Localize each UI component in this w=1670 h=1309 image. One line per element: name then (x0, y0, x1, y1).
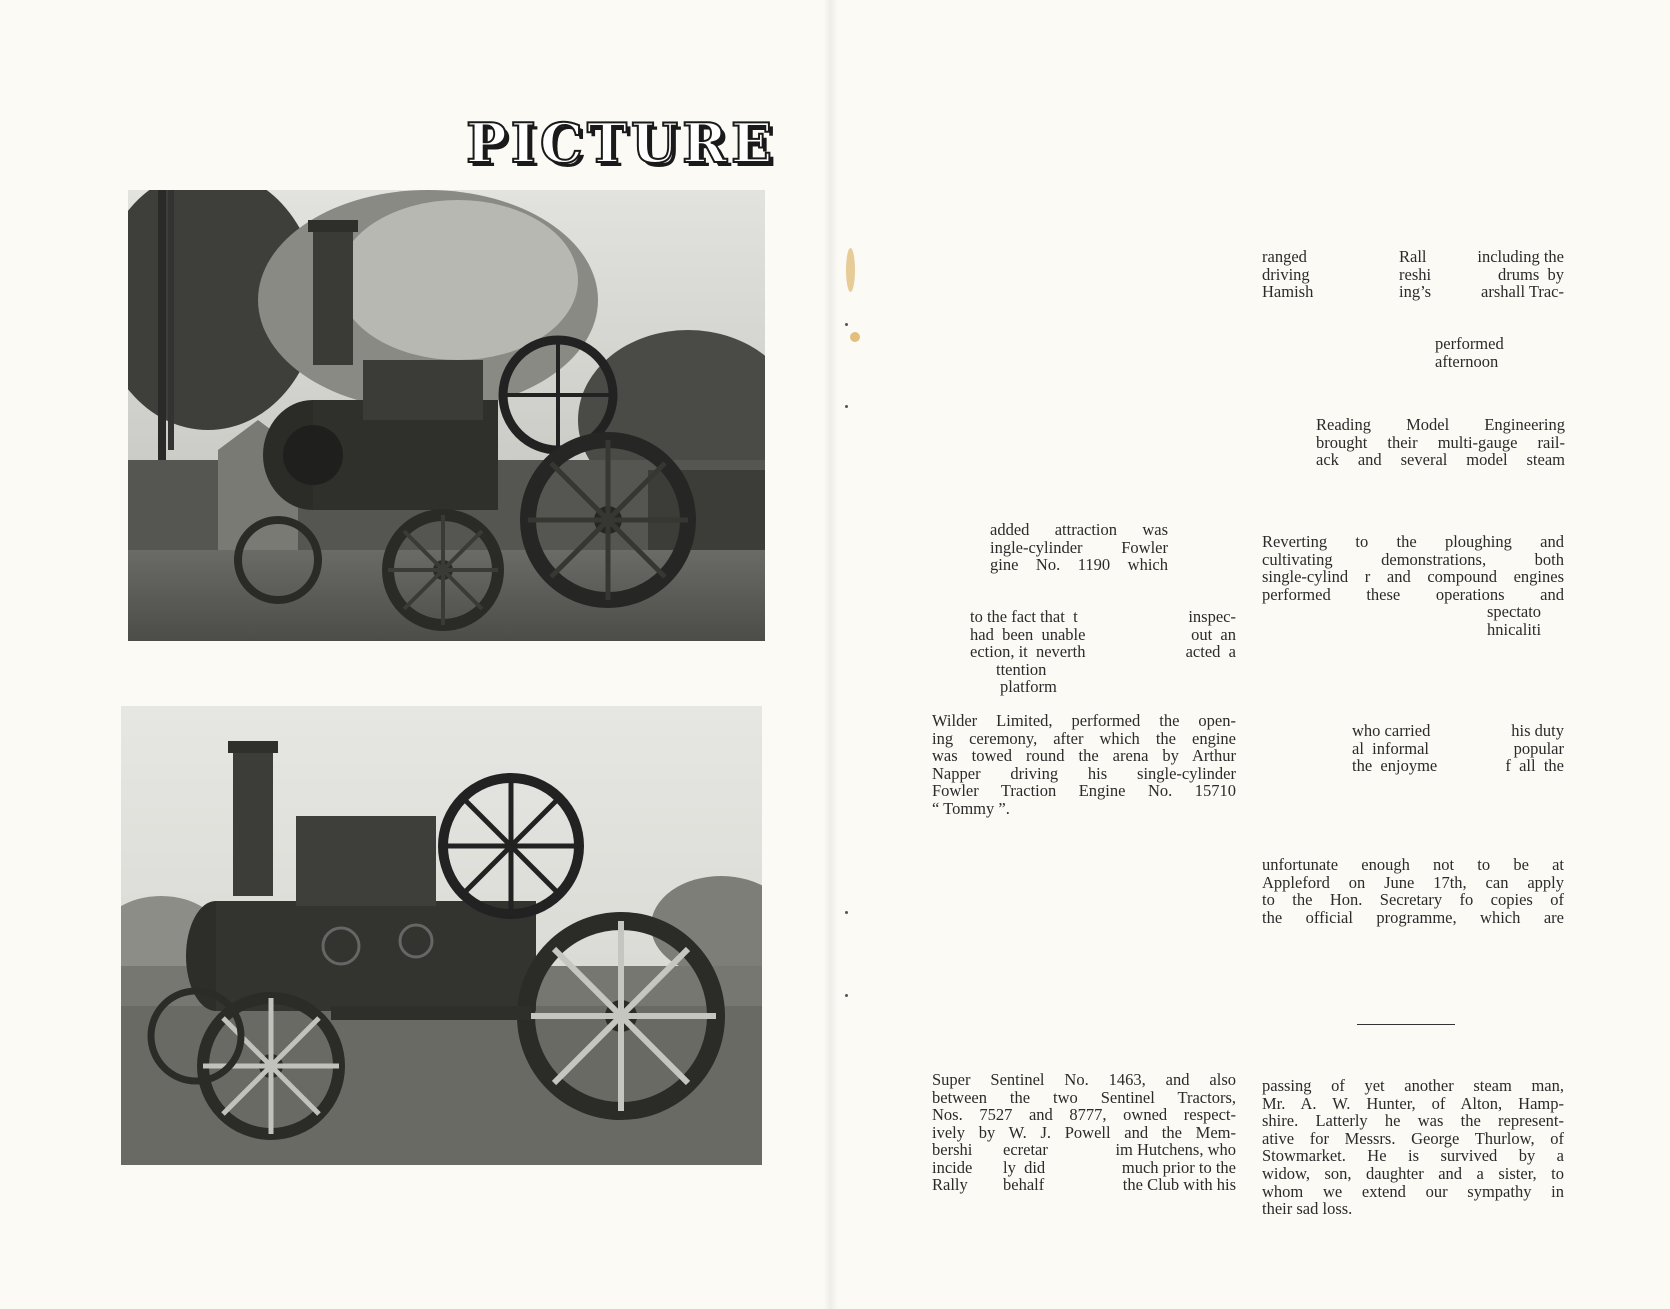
paper-speck (845, 911, 848, 914)
text-line: who carried (1352, 721, 1431, 740)
text-line: shire. Latterly he was the represent- (1262, 1111, 1564, 1131)
text-line: ranged (1262, 247, 1307, 266)
text-line: added attraction was (990, 520, 1168, 539)
text-line: much prior to the (1121, 1157, 1236, 1177)
text-line: brought their multi-gauge rail- (1316, 432, 1565, 452)
text-line: ing’s (1399, 282, 1432, 302)
paper-speck (845, 994, 848, 997)
text-block-rally-fragment-right (1458, 248, 1564, 301)
text-block-inspection-right (1170, 608, 1236, 661)
text-line: “ Tommy ”. (932, 798, 1010, 818)
text-line: popular (1513, 738, 1564, 758)
text-line: the enjoyme (1352, 756, 1438, 776)
text-line: hnicaliti (1487, 619, 1542, 639)
section-divider (1357, 1024, 1455, 1025)
text-line: inspec- (1188, 607, 1236, 626)
text-block-sentinel-frag-r (1083, 1141, 1236, 1194)
text-line: to the Hon. Secretary fo copies of (1262, 890, 1564, 910)
text-line: performed these operations and (1262, 584, 1564, 604)
text-block-sentinel-frag-m (1003, 1141, 1048, 1194)
text-line: ingle-cylinder Fowler (990, 537, 1168, 557)
text-block-inspection-left (970, 608, 1085, 696)
text-line: unfortunate enough not to be at (1262, 855, 1564, 874)
text-block-duty-left (1352, 722, 1437, 775)
text-line: gine No. 1190 which (990, 555, 1168, 575)
text-line: behalf (1003, 1175, 1045, 1195)
text-line: the Club with his (1122, 1175, 1236, 1195)
text-line: im Hutchens, who (1115, 1140, 1236, 1159)
text-block-ploughing (1262, 533, 1564, 603)
photo-traction-engine-top (128, 190, 765, 641)
text-block-obituary (1262, 1077, 1564, 1218)
text-line: Wilder Limited, performed the open- (932, 711, 1236, 730)
text-line: Napper driving his single-cylinder (932, 763, 1236, 783)
text-line: between the two Sentinel Tractors, (932, 1087, 1236, 1107)
text-block-fowler-1190 (990, 521, 1168, 574)
text-line: Mr. A. W. Hunter, of Alton, Hamp- (1262, 1093, 1564, 1113)
text-block-sentinel-frag-a (932, 1141, 972, 1194)
text-line: al informal (1352, 738, 1429, 758)
photo-traction-engine-bottom (121, 706, 762, 1165)
text-line: acted a (1185, 642, 1236, 662)
text-line: was towed round the arena by Arthur (932, 746, 1236, 766)
text-line: ively by W. J. Powell and the Mem- (932, 1122, 1236, 1142)
text-line: Rall (1399, 247, 1427, 266)
text-line: bershi (932, 1140, 973, 1159)
text-line: arshall Trac- (1481, 282, 1564, 302)
text-block-sentinel (932, 1071, 1236, 1141)
text-line: Fowler Traction Engine No. 15710 (932, 781, 1236, 801)
text-line: cultivating demonstrations, both (1262, 549, 1564, 569)
text-line: had been unable (970, 624, 1086, 644)
text-block-duty-right (1470, 722, 1564, 775)
text-line: spectato (1487, 602, 1542, 621)
text-line: out an (1191, 624, 1236, 644)
text-line: passing of yet another steam man, (1262, 1076, 1564, 1095)
text-block-appleford (1262, 856, 1564, 926)
text-line: his duty (1511, 721, 1564, 740)
text-line: drums by (1498, 264, 1564, 284)
text-line: incide (932, 1157, 973, 1177)
text-line: ative for Messrs. George Thurlow, of (1262, 1128, 1564, 1148)
paper-stain (850, 332, 860, 342)
text-line: ack and several model steam (1316, 450, 1565, 470)
text-line: ly did (1003, 1157, 1046, 1177)
paper-stain (846, 248, 855, 292)
text-line: reshi (1399, 264, 1432, 284)
text-block-rally-fragment (1262, 248, 1313, 301)
text-line: Reading Model Engineering (1316, 415, 1565, 434)
text-line: their sad loss. (1262, 1199, 1353, 1219)
text-line: whom we extend our sympathy in (1262, 1181, 1564, 1201)
text-line: ttention (996, 659, 1047, 679)
text-block-rally-fragment-mid (1399, 248, 1431, 301)
text-line: ing ceremony, after which the engine (932, 728, 1236, 748)
text-line: f all the (1505, 756, 1564, 776)
text-block-performed (1435, 335, 1504, 370)
text-line: Rally (932, 1175, 968, 1195)
text-block-model-engineering (1316, 416, 1565, 469)
page-heading: PICTURE (466, 111, 777, 175)
text-line: Reverting to the ploughing and (1262, 532, 1564, 551)
text-line: driving (1262, 264, 1310, 284)
text-line: single-cylind r and compound engines (1262, 567, 1564, 587)
text-block-ploughing-end (1487, 603, 1541, 638)
text-line: Super Sentinel No. 1463, and also (932, 1070, 1236, 1089)
text-line: ection, it neverth (970, 642, 1086, 662)
photo-traction-engine-bottom-image (121, 706, 762, 1165)
text-line: Nos. 7527 and 8777, owned respect- (932, 1105, 1236, 1125)
text-line: the official programme, which are (1262, 907, 1564, 927)
paper-speck (845, 323, 848, 326)
paper-speck (845, 405, 848, 408)
text-block-opening-ceremony (932, 712, 1236, 818)
text-line: to the fact that t (970, 607, 1078, 626)
text-line: widow, son, daughter and a sister, to (1262, 1163, 1564, 1183)
text-line: Appleford on June 17th, can apply (1262, 872, 1564, 892)
text-line: platform (1000, 677, 1057, 697)
text-line: performed (1435, 334, 1504, 353)
text-line: Stowmarket. He is survived by a (1262, 1146, 1564, 1166)
text-line: afternoon (1435, 351, 1499, 371)
photo-traction-engine-top-image (128, 190, 765, 641)
text-line: including the (1477, 247, 1564, 266)
book-gutter (824, 0, 838, 1309)
text-line: Hamish (1262, 282, 1314, 302)
text-line: ecretar (1003, 1140, 1048, 1159)
